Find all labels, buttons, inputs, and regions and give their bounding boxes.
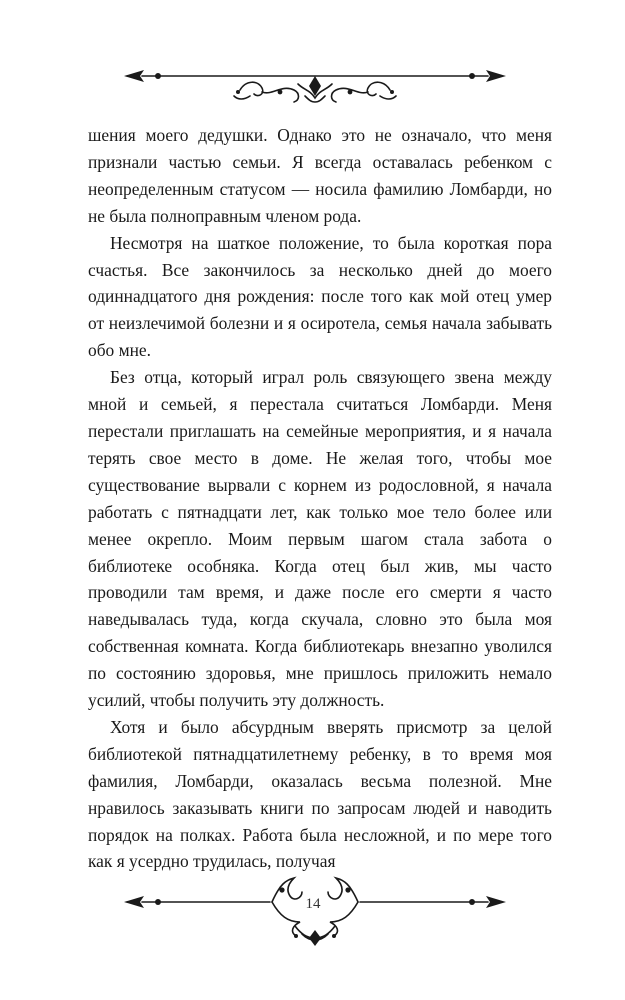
paragraph: Хотя и было абсурдным вверять присмотр за целой библиотекой пятнадцатилетнему ребенку, в то время моя фамилия, Ломбарди, оказалась весьма полезной. Мне нравилось заказывать книги по запросам людей и наводить порядок на полках. Работа была несложной, и по мере того как я усердно трудилась, получая: [88, 716, 552, 872]
top-ornament: [120, 62, 510, 110]
paragraph: Несмотря на шаткое положение, то была короткая пора счастья. Все закончилось за несколько дней до моего одиннадцатого дня рождения: после того как мой отец умер от неизлечимой болезни и я осиротела, семья начала забывать обо мне.: [88, 232, 552, 361]
body-text: [88, 122, 552, 875]
paragraph: шения моего дедушки. Однако это не означало, что меня признали частью семьи. Я всегда оставалась ребенком с неопределенным статусом — носила фамилию Ломбарди, но не была полноправным членом рода.: [88, 125, 552, 226]
page-number: 14: [305, 896, 321, 912]
paragraph: Без отца, который играл роль связующего звена между мной и семьей, я перестала считаться Ломбарди. Меня перестали приглашать на семейные мероприятия, и я начала терять свое место в доме. Не желая того, чтобы мое существование вырвали с корнем из родословной, я начала работать с пятнадцати лет, как только мое тело более или менее окрепло. Моим первым шагом стала забота о библиотеке особняка. Когда отец был жив, мы часто проводили там время, и даже после его смерти я часто наведывалась туда, когда скучала, словно это была моя собственная комната. Когда библиотекарь внезапно уволился по состоянию здоровья, мне пришлось приложить немало усилий, чтобы получить эту должность.: [88, 367, 552, 711]
